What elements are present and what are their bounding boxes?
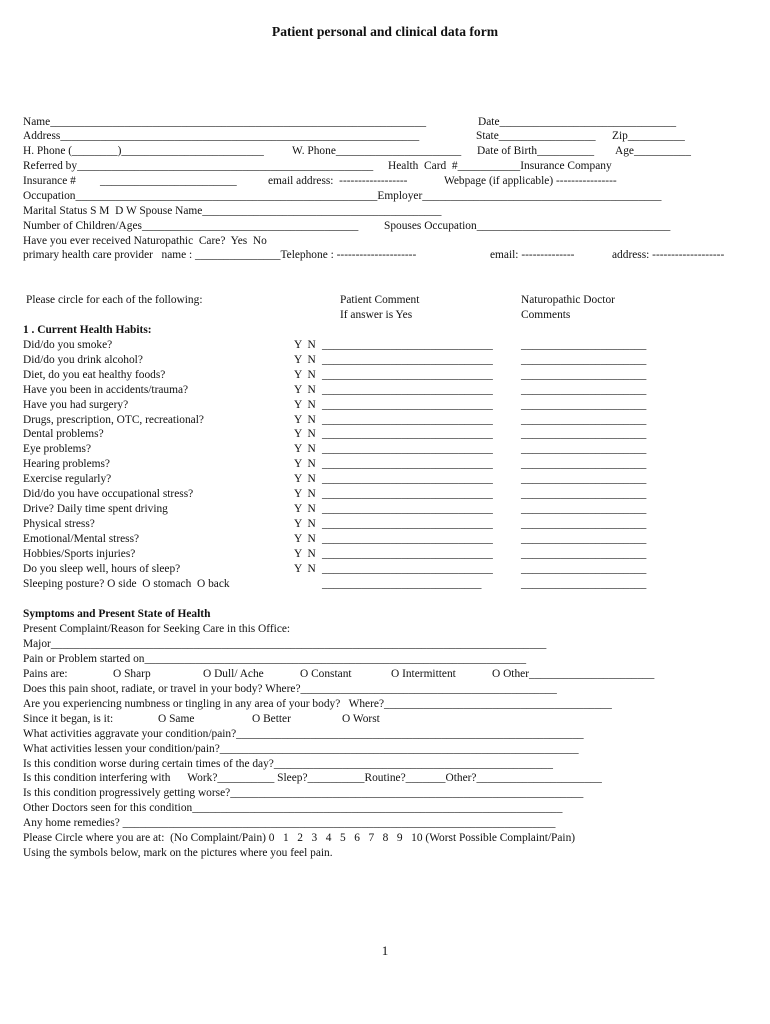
naturopathic-care-question[interactable]: Have you ever received Naturopathic Care? Yes No	[23, 235, 267, 247]
pain-map-instruction: Using the symbols below, mark on the pictures where you feel pain.	[23, 847, 333, 859]
worse-times-field[interactable]: Is this condition worse during certain times of the day?_________________________________________________	[23, 758, 553, 770]
habit-patient-comment-line[interactable]: ______________________________	[322, 518, 493, 530]
habit-patient-comment-line[interactable]: ______________________________	[322, 339, 493, 351]
patient-comment-subheader: If answer is Yes	[340, 309, 413, 321]
habit-patient-comment-line[interactable]: ______________________________	[322, 428, 493, 440]
habit-yes-no[interactable]: Y N	[294, 354, 316, 366]
name-field[interactable]: Name__________________________________________________________________	[23, 116, 427, 128]
habit-question: Emotional/Mental stress?	[23, 533, 140, 545]
habit-question: Did/do you smoke?	[23, 339, 113, 351]
health-habits-heading: 1 . Current Health Habits:	[23, 324, 152, 336]
lessen-field[interactable]: What activities lessen your condition/pain?_______________________________________________________________	[23, 743, 579, 755]
habit-patient-comment-line[interactable]: ______________________________	[322, 503, 493, 515]
habit-question: Physical stress?	[23, 518, 95, 530]
progressive-field[interactable]: Is this condition progressively getting worse?______________________________________________________________	[23, 787, 584, 799]
children-field[interactable]: Number of Children/Ages______________________________________	[23, 220, 359, 232]
other-doctors-field[interactable]: Other Doctors seen for this condition_________________________________________________________________	[23, 802, 563, 814]
marital-status-field[interactable]: Marital Status S M D W Spouse Name__________________________________________	[23, 205, 442, 217]
aggravate-field[interactable]: What activities aggravate your condition/pain?_____________________________________________________________	[23, 728, 584, 740]
habit-yes-no[interactable]: Y N	[294, 458, 316, 470]
habit-yes-no[interactable]: Y N	[294, 473, 316, 485]
habit-yes-no[interactable]: Y N	[294, 533, 316, 545]
patient-comment-header: Patient Comment	[340, 294, 420, 306]
habit-yes-no[interactable]: Y N	[294, 428, 316, 440]
habit-doctor-comment-line[interactable]: ______________________	[521, 339, 647, 351]
habit-patient-comment-line[interactable]: ______________________________	[322, 563, 493, 575]
habit-doctor-comment-line[interactable]: ______________________	[521, 563, 647, 575]
pain-option-other[interactable]: O Other______________________	[492, 668, 655, 680]
age-field[interactable]: Age__________	[615, 145, 691, 157]
page-title: Patient personal and clinical data form	[271, 24, 499, 39]
habit-yes-no[interactable]: Y N	[294, 384, 316, 396]
habit-doctor-comment-line[interactable]: ______________________	[521, 354, 647, 366]
habit-question: Drugs, prescription, OTC, recreational?	[23, 414, 204, 426]
habit-question: Hobbies/Sports injuries?	[23, 548, 136, 560]
habit-doctor-comment-line[interactable]: ______________________	[521, 533, 647, 545]
pain-option-intermittent[interactable]: O Intermittent	[391, 668, 456, 680]
habit-patient-comment-line[interactable]: ______________________________	[322, 384, 493, 396]
habit-yes-no[interactable]: Y N	[294, 488, 316, 500]
interfering-field[interactable]: Is this condition interfering with Work?__________ Sleep?__________Routine?_______Other?______________________	[23, 772, 602, 784]
work-phone-field[interactable]: W. Phone______________________	[292, 145, 462, 157]
habit-yes-no[interactable]: Y N	[294, 563, 316, 575]
sleeping-doctor-comment-line[interactable]: ______________________	[521, 578, 647, 590]
primary-provider-field[interactable]: primary health care provider name : _______________Telephone : ---------------------	[23, 249, 417, 261]
habit-patient-comment-line[interactable]: ______________________________	[322, 533, 493, 545]
pain-option-constant[interactable]: O Constant	[300, 668, 352, 680]
habit-question: Have you had surgery?	[23, 399, 129, 411]
habit-doctor-comment-line[interactable]: ______________________	[521, 384, 647, 396]
habit-question: Eye problems?	[23, 443, 92, 455]
habit-yes-no[interactable]: Y N	[294, 399, 316, 411]
habit-yes-no[interactable]: Y N	[294, 518, 316, 530]
habit-patient-comment-line[interactable]: ______________________________	[322, 458, 493, 470]
circle-instruction: Please circle for each of the following:	[26, 294, 203, 306]
habit-yes-no[interactable]: Y N	[294, 548, 316, 560]
zip-field[interactable]: Zip__________	[612, 130, 685, 142]
doctor-comment-header: Naturopathic Doctor	[521, 294, 615, 306]
pain-option-sharp[interactable]: O Sharp	[113, 668, 151, 680]
since-began-label: Since it began, is it:	[23, 713, 114, 725]
since-option-same[interactable]: O Same	[158, 713, 195, 725]
habit-patient-comment-line[interactable]: ______________________________	[322, 488, 493, 500]
occupation-employer-field[interactable]: Occupation_____________________________________________________Employer__________________________________________	[23, 190, 662, 202]
page-number: 1	[381, 943, 389, 958]
pain-radiate-field[interactable]: Does this pain shoot, radiate, or travel in your body? Where?_____________________________________________	[23, 683, 557, 695]
habit-question: Diet, do you eat healthy foods?	[23, 369, 166, 381]
referred-by-field[interactable]: Referred by____________________________________________________	[23, 160, 374, 172]
since-option-worse[interactable]: O Worst	[342, 713, 380, 725]
habit-patient-comment-line[interactable]: ______________________________	[322, 443, 493, 455]
symptoms-heading: Symptoms and Present State of Health	[23, 608, 211, 620]
sleeping-patient-comment-line[interactable]: ____________________________	[322, 578, 482, 590]
state-field[interactable]: State_________________	[476, 130, 596, 142]
webpage-field[interactable]: Webpage (if applicable) ----------------	[444, 175, 617, 187]
habit-patient-comment-line[interactable]: ______________________________	[322, 369, 493, 381]
date-of-birth-field[interactable]: Date of Birth__________	[477, 145, 595, 157]
habit-doctor-comment-line[interactable]: ______________________	[521, 428, 647, 440]
habit-doctor-comment-line[interactable]: ______________________	[521, 443, 647, 455]
habit-patient-comment-line[interactable]: ______________________________	[322, 399, 493, 411]
habit-question: Have you been in accidents/trauma?	[23, 384, 189, 396]
insurance-field[interactable]: ________________________	[100, 175, 237, 187]
habit-question: Drive? Daily time spent driving	[23, 503, 168, 515]
habit-doctor-comment-line[interactable]: ______________________	[521, 369, 647, 381]
problem-started-field[interactable]: Pain or Problem started on___________________________________________________________________	[23, 653, 527, 665]
habit-question: Do you sleep well, hours of sleep?	[23, 563, 181, 575]
habit-doctor-comment-line[interactable]: ______________________	[521, 458, 647, 470]
habit-question: Hearing problems?	[23, 458, 110, 470]
habit-question: Exercise regularly?	[23, 473, 112, 485]
habit-doctor-comment-line[interactable]: ______________________	[521, 548, 647, 560]
habit-patient-comment-line[interactable]: ______________________________	[322, 414, 493, 426]
habit-yes-no[interactable]: Y N	[294, 369, 316, 381]
habit-doctor-comment-line[interactable]: ______________________	[521, 518, 647, 530]
habit-patient-comment-line[interactable]: ______________________________	[322, 473, 493, 485]
home-phone-field[interactable]: H. Phone (________)_________________________	[23, 145, 264, 157]
provider-email-field[interactable]: email: --------------	[490, 249, 575, 261]
pains-are-label: Pains are:	[23, 668, 68, 680]
health-card-field[interactable]: Health Card #___________Insurance Company	[388, 160, 612, 172]
since-option-better[interactable]: O Better	[252, 713, 291, 725]
habit-yes-no[interactable]: Y N	[294, 339, 316, 351]
sleeping-posture-question[interactable]: Sleeping posture? O side O stomach O back	[23, 578, 230, 590]
habit-question: Did/do you have occupational stress?	[23, 488, 194, 500]
habit-doctor-comment-line[interactable]: ______________________	[521, 488, 647, 500]
address-field[interactable]: Address_______________________________________________________________	[23, 130, 420, 142]
major-complaint-field[interactable]: Major_______________________________________________________________________________________	[23, 638, 547, 650]
habit-question: Dental problems?	[23, 428, 104, 440]
habit-doctor-comment-line[interactable]: ______________________	[521, 473, 647, 485]
habit-doctor-comment-line[interactable]: ______________________	[521, 399, 647, 411]
date-field[interactable]: Date_______________________________	[478, 116, 677, 128]
habit-patient-comment-line[interactable]: ______________________________	[322, 354, 493, 366]
numbness-field[interactable]: Are you experiencing numbness or tingling in any area of your body? Where?________________________________________	[23, 698, 612, 710]
habit-yes-no[interactable]: Y N	[294, 503, 316, 515]
habit-patient-comment-line[interactable]: ______________________________	[322, 548, 493, 560]
spouse-occupation-field[interactable]: Spouses Occupation__________________________________	[384, 220, 671, 232]
email-field[interactable]: email address: ------------------	[268, 175, 408, 187]
pain-option-dull[interactable]: O Dull/ Ache	[203, 668, 264, 680]
habit-yes-no[interactable]: Y N	[294, 443, 316, 455]
doctor-comment-subheader: Comments	[521, 309, 571, 321]
habit-yes-no[interactable]: Y N	[294, 414, 316, 426]
habit-doctor-comment-line[interactable]: ______________________	[521, 503, 647, 515]
pain-scale[interactable]: Please Circle where you are at: (No Complaint/Pain) 0 1 2 3 4 5 6 7 8 9 10 (Worst Possible Complaint/Pain)	[23, 832, 576, 844]
habit-doctor-comment-line[interactable]: ______________________	[521, 414, 647, 426]
home-remedies-field[interactable]: Any home remedies? ____________________________________________________________________________	[23, 817, 556, 829]
habit-question: Did/do you drink alcohol?	[23, 354, 143, 366]
insurance-label: Insurance #	[23, 175, 76, 187]
present-complaint-label: Present Complaint/Reason for Seeking Care in this Office:	[23, 623, 291, 635]
provider-address-field[interactable]: address: -------------------	[612, 249, 725, 261]
